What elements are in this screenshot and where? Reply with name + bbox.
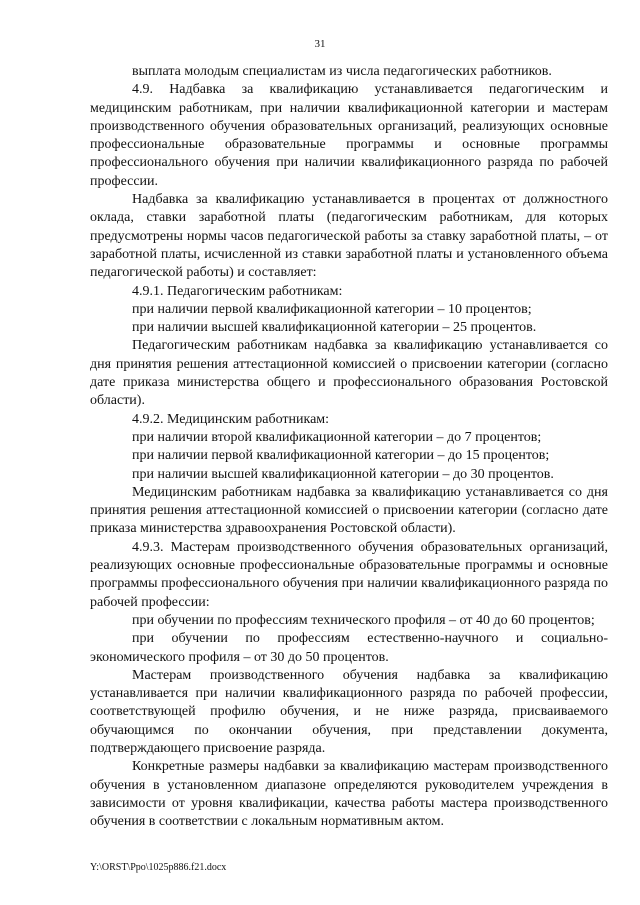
paragraph-masters-condition: Мастерам производственного обучения надбавка за квалификацию устанавливается при наличии квалификационного разряда по рабочей профессии, соответствующей профилю обучения, и не ниже разряда, присваиваемого обучающимся по окончании обучения, при представлении документа, подтверждающего присвоение разряда. bbox=[90, 667, 608, 756]
paragraph-4-9-1-heading: 4.9.1. Педагогическим работникам: bbox=[132, 283, 343, 299]
paragraph-0: выплата молодым специалистам из числа педагогических работников. bbox=[132, 64, 552, 79]
paragraph-4-9-2-heading: 4.9.2. Медицинским работникам: bbox=[132, 411, 330, 427]
list-item-first-category: при наличии первой квалификационной категории – 10 процентов; bbox=[132, 301, 532, 317]
list-item-med-second: при наличии второй квалификационной категории – до 7 процентов; bbox=[132, 429, 542, 445]
list-item-highest-category: при наличии высшей квалификационной категории – 25 процентов. bbox=[132, 320, 537, 336]
page-number: 31 bbox=[314, 38, 326, 50]
footer-file-path: Y:\ORST\Ppo\1025p886.f21.docx bbox=[90, 862, 227, 873]
paragraph-section-4-9: 4.9. Надбавка за квалификацию устанавливается педагогическим и медицинским работникам, при наличии квалификационной категории и мастерам производственного обучения образовательных организаций, реализующих основные профессиональные образовательные программы и основные программы профессионального обучения при наличии квалификационного разряда по рабочей профессии. bbox=[90, 82, 608, 189]
paragraph-bonus-percent: Надбавка за квалификацию устанавливается в процентах от должностного оклада, ставки заработной платы (педагогическим работникам, для которых предусмотрены нормы часов педагогической работы за ставку заработной платы, – от заработной платы, исчисленной из ставки заработной платы и установленного объема педагогической работы) и составляет: bbox=[90, 192, 608, 281]
document-body bbox=[90, 63, 608, 831]
paragraph-pedagogical-date: Педагогическим работникам надбавка за квалификацию устанавливается со дня принятия решения аттестационной комиссией о присвоении категории (согласно дате приказа министерства общего и профессионального образования Ростовской области). bbox=[90, 338, 608, 409]
paragraph-medical-date: Медицинским работникам надбавка за квалификацию устанавливается со дня принятия решения аттестационной комиссией о присвоении категории (согласно дате приказа министерства здравоохранения Ростовской области). bbox=[90, 484, 608, 537]
paragraph-specific-amounts: Конкретные размеры надбавки за квалификацию мастерам производственного обучения в установленном диапазоне определяются руководителем учреждения в зависимости от уровня квалификации, качества работы мастера производственного обучения в соответствии с локальным нормативным актом. bbox=[90, 759, 608, 830]
list-item-med-first: при наличии первой квалификационной категории – до 15 процентов; bbox=[132, 448, 550, 464]
paragraph-4-9-3: 4.9.3. Мастерам производственного обучения образовательных организаций, реализующих основные профессиональные образовательные программы и основные программы профессионального обучения при наличии квалификационного разряда по рабочей профессии: bbox=[90, 539, 608, 610]
list-item-technical-profile: при обучении по профессиям технического профиля – от 40 до 60 процентов; bbox=[132, 612, 595, 628]
list-item-med-highest: при наличии высшей квалификационной категории – до 30 процентов. bbox=[132, 466, 554, 482]
list-item-science-profile: при обучении по профессиям естественно-научного и социально-экономического профиля – от 30 до 50 процентов. bbox=[90, 631, 608, 665]
